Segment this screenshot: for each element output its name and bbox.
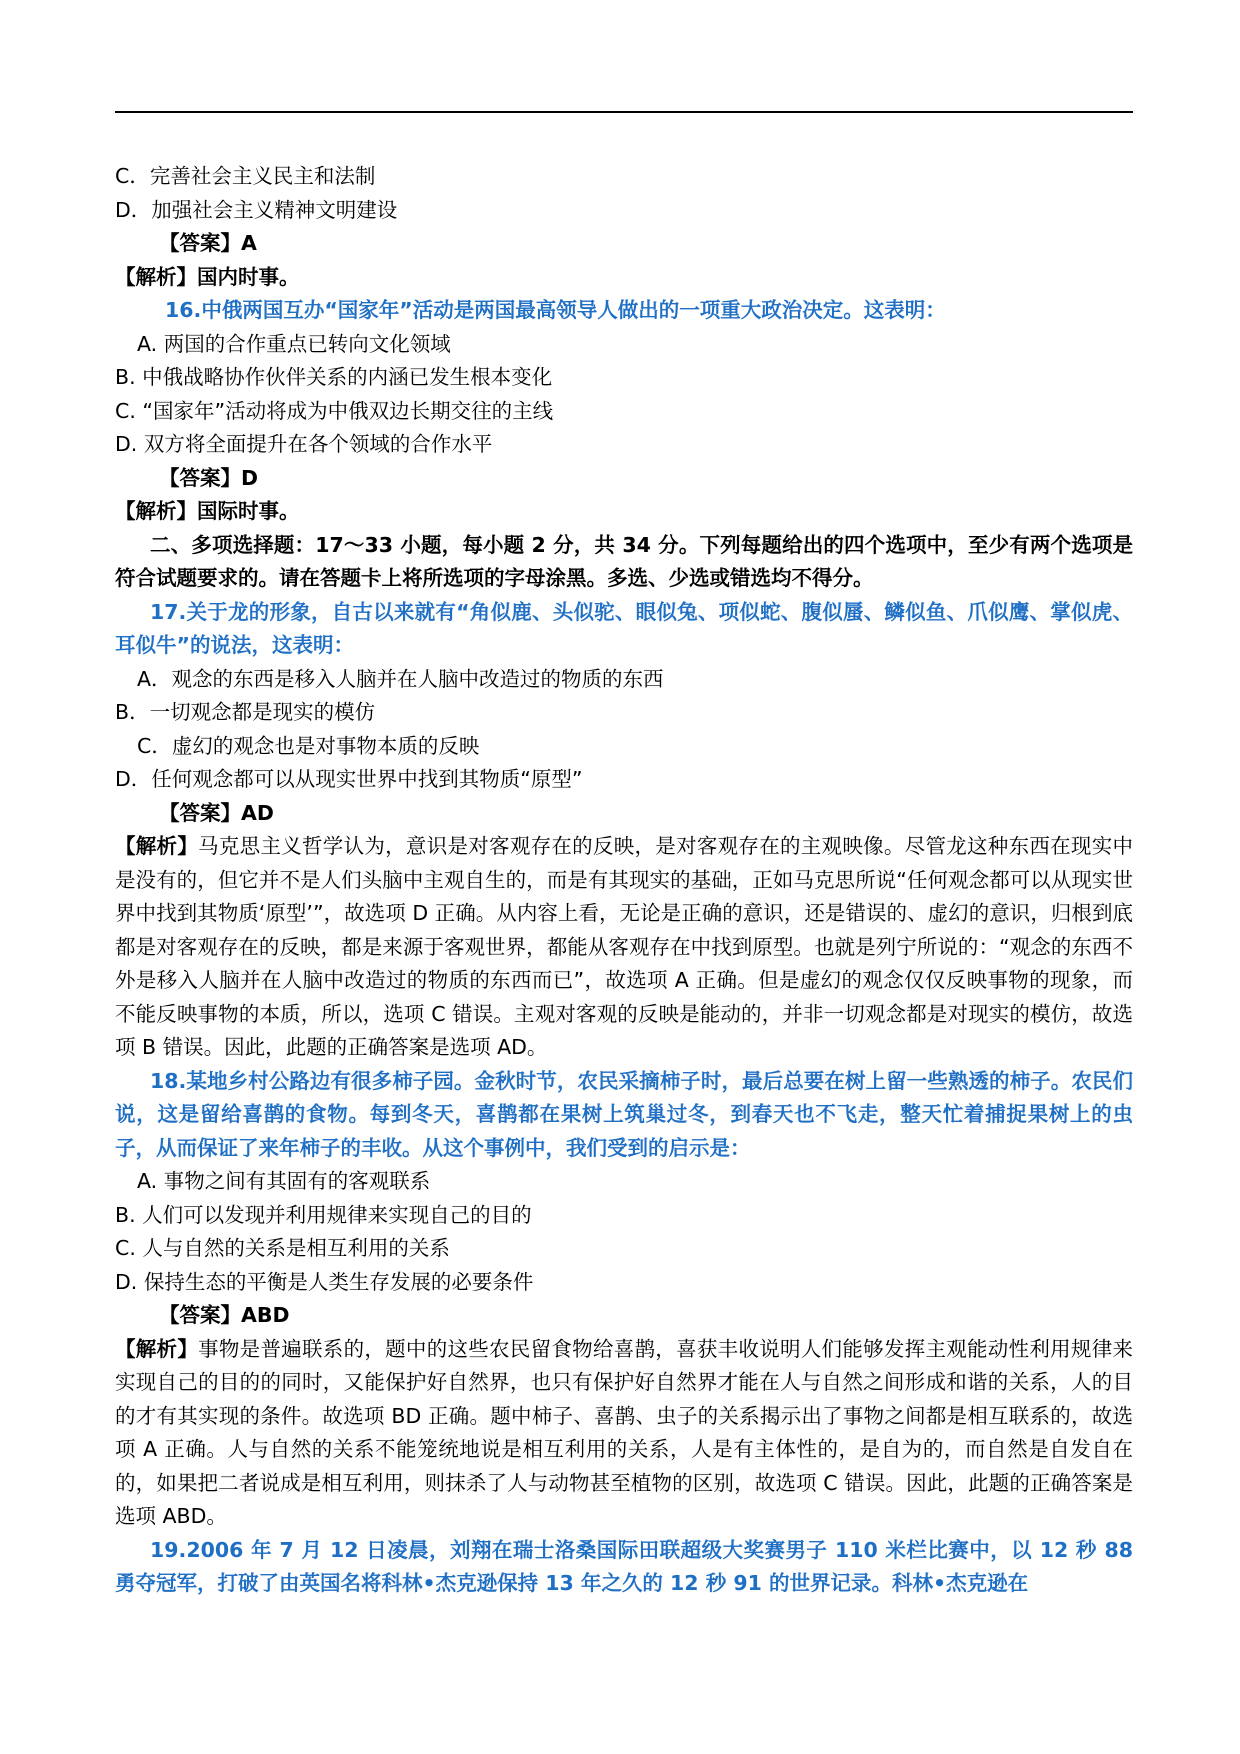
q17-answer: 【答案】AD (159, 800, 274, 825)
q16-stem: 16.中俄两国互办“国家年”活动是两国最高领导人做出的一项重大政治决定。这表明： (165, 298, 946, 322)
q17-option-d: D．任何观念都可以从现实世界中找到其物质“原型” (115, 767, 583, 791)
q17-analysis (115, 830, 1133, 1065)
q18-option-b: B. 人们可以发现并利用规律来实现自己的目的 (115, 1202, 532, 1227)
q16-option-c: C. “国家年”活动将成为中俄双边长期交往的主线 (115, 398, 554, 423)
q15-option-d: D．加强社会主义精神文明建设 (115, 197, 398, 222)
q15-analysis: 【解析】国内时事。 (115, 264, 300, 289)
q18-option-c: C. 人与自然的关系是相互利用的关系 (115, 1236, 450, 1260)
q17-analysis-label: 【解析】 (115, 834, 199, 858)
q17-stem: 17.关于龙的形象，自古以来就有“角似鹿、头似驼、眼似兔、项似蛇、腹似蜃、鳞似鱼、爪似鹰、掌似虎、耳似牛”的说法，这表明： (115, 599, 1133, 657)
q18-analysis-text: 事物是普遍联系的，题中的这些农民留食物给喜鹊，喜获丰收说明人们能够发挥主观能动性利用规律来实现自己的目的的同时，又能保护好自然界，也只有保护好自然界才能在人与自然之间形成和谐的关系，人的目的才有其实现的条件。故选项 BD 正确。题中柿子、喜鹊、虫子的关系揭示出了事物之间都是相互联系的，故选项 A 正确。人与自然的关系不能笼统地说是相互利用的关系，人是有主体性的，是自为的，而自然是自发自在的，如果把二者说成是相互利用，则抹杀了人与动物甚至植物的区别，故选项 C 错误。因此，此题的正确答案是选项 ABD。 (115, 1336, 1133, 1528)
q16-option-b: B. 中俄战略协作伙伴关系的内涵已发生根本变化 (115, 365, 553, 389)
q18-analysis (115, 1333, 1133, 1534)
q18-option-d: D. 保持生态的平衡是人类生存发展的必要条件 (115, 1269, 534, 1294)
q18-stem: 18.某地乡村公路边有很多柿子园。金秋时节，农民采摘柿子时，最后总要在树上留一些熟透的柿子。农民们说，这是留给喜鹊的食物。每到冬天，喜鹊都在果树上筑巢过冬，到春天也不飞走，整天忙着捕捉果树上的虫子，从而保证了来年柿子的丰收。从这个事例中，我们受到的启示是： (115, 1068, 1133, 1160)
document-body (115, 160, 1133, 1601)
q15-option-c: C．完善社会主义民主和法制 (115, 164, 376, 188)
q17-option-c: C．虚幻的观念也是对事物本质的反映 (137, 733, 480, 758)
q16-option-d: D. 双方将全面提升在各个领域的合作水平 (115, 432, 493, 456)
q17-option-a: A．观念的东西是移入人脑并在人脑中改造过的物质的东西 (137, 666, 664, 691)
q18-answer: 【答案】ABD (159, 1303, 290, 1327)
q16-answer: 【答案】D (159, 465, 259, 490)
q16-option-a: A. 两国的合作重点已转向文化领域 (137, 331, 451, 356)
q17-analysis-text: 马克思主义哲学认为，意识是对客观存在的反映，是对客观存在的主观映像。尽管龙这种东西在现实中是没有的，但它并不是人们头脑中主观自生的，而是有其现实的基础，正如马克思所说“任何观念都可以从现实世界中找到其物质‘原型’”，故选项 D 正确。从内容上看，无论是正确的意识，还是错误的、虚幻的意识，归根到底都是对客观存在的反映，都是来源于客观世界，都能从客观存在中找到原型。也就是列宁所说的：“观念的东西不外是移入人脑并在人脑中改造过的物质的东西而已”，故选项 A 正确。但是虚幻的观念仅仅反映事物的现象，而不能反映事物的本质，所以，选项 C 错误。主观对客观的反映是能动的，并非一切观念都是对现实的模仿，故选项 B 错误。因此，此题的正确答案是选项 AD。 (115, 834, 1133, 1059)
q17-option-b: B．一切观念都是现实的模仿 (115, 700, 376, 724)
section2-heading: 二、多项选择题：17～33 小题，每小题 2 分，共 34 分。下列每题给出的四个选项中，至少有两个选项是符合试题要求的。请在答题卡上将所选项的字母涂黑。多选、少选或错选均不得分。 (115, 532, 1133, 590)
q15-answer: 【答案】A (159, 231, 257, 255)
q16-analysis: 【解析】国际时事。 (115, 499, 300, 523)
q18-option-a: A. 事物之间有其固有的客观联系 (137, 1169, 431, 1193)
q19-stem: 19.2006 年 7 月 12 日凌晨，刘翔在瑞士洛桑国际田联超级大奖赛男子 110 米栏比赛中，以 12 秒 88 勇夺冠军，打破了由英国名将科林•杰克逊保持 13 年之久的 12 秒 91 的世界记录。科林•杰克逊在 (115, 1537, 1133, 1595)
q18-analysis-label: 【解析】 (115, 1336, 199, 1361)
header-rule (115, 111, 1133, 113)
